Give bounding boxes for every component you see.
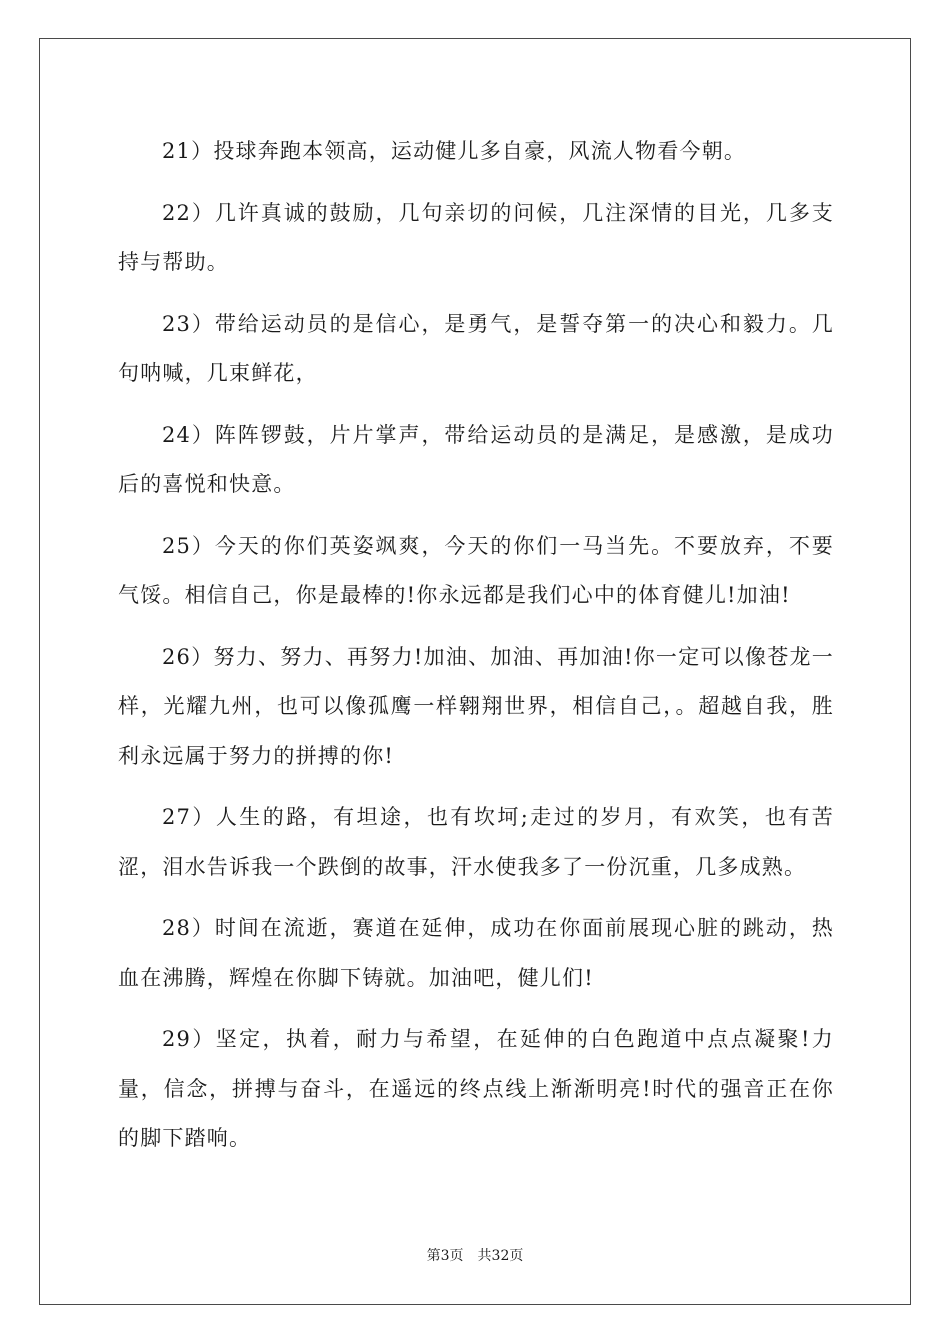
page-total: 共32页 (477, 1248, 524, 1264)
paragraph-22: 22）几许真诚的鼓励，几句亲切的问候，几注深情的目光，几多支持与帮助。 (118, 200, 834, 274)
paragraph-24: 24）阵阵锣鼓，片片掌声，带给运动员的是满足，是感激，是成功后的喜悦和快意。 (118, 422, 834, 496)
paragraph-29: 29）坚定，执着，耐力与希望，在延伸的白色跑道中点点凝聚!力量，信念，拼搏与奋斗，在遥远的终点线上渐渐明亮!时代的强音正在你的脚下踏响。 (118, 1027, 834, 1150)
paragraph-26: 26）努力、努力、再努力!加油、加油、再加油!你一定可以像苍龙一样，光耀九州，也可以像孤鹰一样翱翔世界，相信自己，。超越自我，胜利永远属于努力的拼搏的你! (118, 644, 834, 768)
paragraph-25: 25）今天的你们英姿飒爽，今天的你们一马当先。不要放弃，不要气馁。相信自己，你是最棒的!你永远都是我们心中的体育健儿!加油! (118, 533, 834, 607)
page-footer (0, 1247, 950, 1265)
paragraph-28: 28）时间在流逝，赛道在延伸，成功在你面前展现心脏的跳动，热血在沸腾，辉煌在你脚下铸就。加油吧，健儿们! (118, 916, 834, 990)
paragraph-21: 21）投球奔跑本领高，运动健儿多自豪，风流人物看今朝。 (162, 139, 747, 163)
paragraph-23: 23）带给运动员的是信心，是勇气，是誓夺第一的决心和毅力。几句呐喊，几束鲜花， (118, 311, 834, 385)
document-body (118, 127, 834, 1176)
page-number: 第3页 (426, 1248, 464, 1264)
paragraph-27: 27）人生的路，有坦途，也有坎坷;走过的岁月，有欢笑，也有苦涩，泪水告诉我一个跌倒的故事，汗水使我多了一份沉重，几多成熟。 (118, 805, 834, 879)
